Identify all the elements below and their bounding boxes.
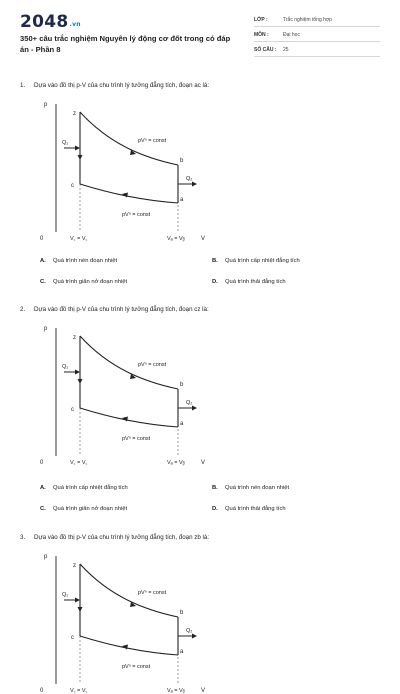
- axis-label-p: p: [44, 326, 48, 332]
- q1-arrowhead: [75, 370, 80, 375]
- volume-label-right: Vₐ = Vᵦ: [167, 236, 185, 242]
- compression-curve-ac: [80, 636, 178, 655]
- document-title: 350+ câu trắc nghiệm Nguyên lý động cơ đốt trong có đáp án - Phần 8: [20, 34, 231, 54]
- compression-curve-ac: [80, 408, 178, 427]
- q1-arrowhead: [75, 598, 80, 603]
- volume-label-left: V꜀ = V꜀: [70, 236, 88, 242]
- point-a-label: a: [180, 649, 184, 655]
- direction-arrow-cz: [78, 155, 83, 160]
- volume-label-right: Vₐ = Vᵦ: [167, 688, 185, 694]
- q2-label: Q₂: [186, 176, 193, 182]
- volume-label-left: V꜀ = V꜀: [70, 688, 88, 694]
- point-b-label: b: [180, 610, 184, 616]
- axis-label-p: p: [44, 102, 48, 108]
- point-z-label: z: [73, 111, 76, 117]
- point-c-label: c: [71, 183, 74, 189]
- q1-label: Q₁: [62, 592, 69, 598]
- point-a-label: a: [180, 197, 184, 203]
- axis-label-v: V: [201, 236, 206, 242]
- q1-label: Q₁: [62, 140, 69, 146]
- meta-question-count: SỐ CÂU : 25: [254, 43, 380, 57]
- q1-label: Q₁: [62, 364, 69, 370]
- upper-curve-label: pVⁿ = const: [138, 362, 167, 368]
- direction-arrow-cz: [78, 379, 83, 384]
- pv-diagram-1: [40, 100, 215, 242]
- point-c-label: c: [71, 407, 74, 413]
- site-logo[interactable]: 2048.vn: [20, 12, 81, 32]
- point-a-label: a: [180, 421, 184, 427]
- meta-class: LỚP : Trắc nghiệm tổng hợp: [254, 13, 380, 27]
- compression-curve-ac: [80, 184, 178, 203]
- question-2: 2. Dựa vào đồ thị p-V của chu trình lý tưởng đẳng tích, đoạn cz là: p 0 V Q₁ Q₂ z c b a pVⁿ = const pVⁿ = const V꜀ = V꜀ Vₐ = Vᵦ A. Quá trình cấp nhiệt đẳng tích B. Quá trình nén đoạn nhiệt C. Quá trình giãn nở đoạn nhiệt D. Quá trình thải đẳng tích: [20, 306, 290, 512]
- lower-curve-label: pVⁿ = const: [122, 436, 151, 442]
- origin-label: 0: [40, 688, 44, 694]
- q2-arrowhead: [192, 182, 197, 187]
- point-z-label: z: [73, 335, 76, 341]
- upper-curve-label: pVⁿ = const: [138, 590, 167, 596]
- direction-arrow-cz: [78, 607, 83, 612]
- question-3: 3. Dựa vào đồ thị p-V của chu trình lý tưởng đẳng tích, đoạn zb là: p 0 V Q₁ Q₂ z c b a pVⁿ = const pVⁿ = const V꜀ = V꜀ Vₐ = Vᵦ: [20, 534, 380, 600]
- document-header: [0, 0, 400, 72]
- q2-arrowhead: [192, 406, 197, 411]
- axis-label-v: V: [201, 460, 206, 466]
- origin-label: 0: [40, 460, 44, 466]
- q2-label: Q₂: [186, 628, 193, 634]
- pv-diagram-3: [40, 552, 215, 694]
- question-1: 1. Dựa vào đồ thị p-V của chu trình lý tưởng đẳng tích, đoạn ac là: p 0 V Q₁ Q₂ z c b a pVⁿ = const pVⁿ = const V꜀ = V꜀ Vₐ = Vᵦ A. Quá trình nén đoạn nhiệt B. Quá trình cấp nhiệt đẳng tích C. Quá trình giãn nở đoạn nhiệt D. Quá trình thải đẳng tích: [20, 82, 300, 285]
- volume-label-left: V꜀ = V꜀: [70, 460, 88, 466]
- volume-label-right: Vₐ = Vᵦ: [167, 460, 185, 466]
- upper-curve-label: pVⁿ = const: [138, 138, 167, 144]
- point-b-label: b: [180, 382, 184, 388]
- axis-label-v: V: [201, 688, 206, 694]
- meta-subject: MÔN : Đại học: [254, 28, 380, 42]
- q2-arrowhead: [192, 634, 197, 639]
- q2-label: Q₂: [186, 400, 193, 406]
- lower-curve-label: pVⁿ = const: [122, 664, 151, 670]
- q1-arrowhead: [75, 146, 80, 151]
- axis-label-p: p: [44, 554, 48, 560]
- point-z-label: z: [73, 563, 76, 569]
- origin-label: 0: [40, 236, 44, 242]
- lower-curve-label: pVⁿ = const: [122, 212, 151, 218]
- point-c-label: c: [71, 635, 74, 641]
- point-b-label: b: [180, 158, 184, 164]
- pv-diagram-2: [40, 324, 215, 466]
